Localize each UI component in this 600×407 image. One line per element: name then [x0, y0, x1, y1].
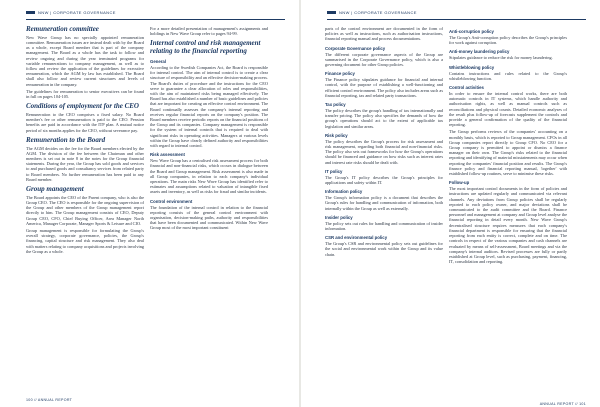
body-paragraph: Contains instructions and rules related to the Group's whistleblowing function. [449, 70, 567, 81]
right-column-2 [449, 26, 567, 393]
subsection-heading: Anti-corruption policy [449, 29, 494, 34]
section [150, 40, 268, 148]
body-paragraph: The Board appoints the CEO of the Parent company, who is also the Group CEO. The CEO is responsible for the ongoing supervision of the Group and other members of the Group management report directly to him. The Group management consists of CEO, Deputy Group CEO, CFO, Chief Buying Officer, Area Manager North America, Manager Corporate, Manager Sports & Leisure and CIO. [26, 194, 144, 226]
subsection-heading: Risk assessment [150, 152, 185, 158]
body-paragraph: The policy sets out rules for handling and communication of insider information. [325, 220, 443, 232]
section [325, 169, 443, 185]
body-paragraph: The Group's information policy is a document that describes the Group's rules for handling and communication of information, both internally within the Group as well as externally. [325, 195, 443, 211]
body-paragraph: The different corporate governance aspects of the Group are summarised in the Corporate Governance policy, which is also a governing document for other Group policies. [325, 51, 443, 68]
header-rule [26, 19, 285, 20]
footer-text: ANNUAL REPORT // 101 [539, 402, 586, 406]
section [26, 103, 144, 133]
section [449, 49, 567, 60]
section [325, 26, 443, 42]
body-paragraph: parts of the control environment are documented in the form of policies as well as instructions, such as authorisation instructions, financial reporting manual and process documentations. [325, 26, 443, 42]
body-paragraph: In order to ensure the internal control works, there are both automatic controls in IT systems, which handle authority and authorisation rights, as well as manual controls such as reconciliations and physical counts. Detailed economic analyses of the result plus follow-up of forecasts supplement the controls and provide a general confirmation of the quality of the financial reporting. [449, 91, 567, 128]
body-paragraph: The Group performs reviews of the companies' accounting on a monthly basis, which is reported to Group management. CFOs in all Group companies report directly to Group CFO. No CEO for a Group company is permitted to appoint or dismiss a finance manager on their own. The Group's risks related to the financial reporting and identifying of material misstatements may occur when reporting the companies' financial position and results. The Group's finance policy and financial reporting manual, 'together' with established follow-up routines, serve to minimise these risks. [449, 129, 567, 177]
body-paragraph: The policy describes the group's handling of tax internationally and transfer pricing. The policy also specifies the demands of how the group's operations should act to the extent of applicable tax legislation and similar areas. [325, 108, 443, 129]
subsection-heading: Anti-money laundering policy [449, 49, 510, 55]
body-paragraph: New Wave Group has no specially appointed remuneration committee. Remuneration issues are instead dealt with by the Board as a whole, except Board member that is part of the company management. The Board as a whole has the task to follow and review ongoing and during the year terminated programs for variable remunerations to company management, as well as to follow and review the application of the guidelines for executive remuneration, which the AGM by law has established. The Board shall also follow and review current structures and levels of remuneration in the company. [26, 34, 144, 87]
section-heading: Internal control and risk management relating to the financial reporting [150, 39, 261, 56]
header-text: NNW | CORPORATE GOVERNANCE [38, 10, 116, 15]
section [26, 26, 144, 99]
body-paragraph: Stipulates guidance to reduce the risk for money laundering. [449, 55, 553, 61]
section-heading: Group management [26, 185, 84, 194]
header-text: NNW | CORPORATE GOVERNANCE [339, 10, 417, 15]
section [150, 199, 268, 231]
body-paragraph: The AGM decides on the fee for the Board members elected by the AGM. The division of the fee between the Chairman and other members is set out in note 8 in the notes for the Group financial statements. During the year, the Group has sold goods and services to and purchased goods and consultancy services from related party to Board members. No further remuneration has been paid to any Board member. [26, 145, 144, 182]
subsection-heading: Risk policy [325, 132, 348, 138]
body-paragraph: The Group's CSR and environmental policy sets out guidelines for the social and environmental work within the Group and its value chain. [325, 241, 443, 257]
subsection-heading: Control environment [150, 198, 193, 204]
subsection-heading: Tax policy [325, 102, 346, 108]
subsection-heading: Whistleblowing policy [449, 64, 495, 70]
section [449, 85, 567, 176]
right-column-1 [325, 26, 443, 393]
right-page [301, 0, 600, 407]
body-paragraph: The Group's IT policy describes the Group's principles for applications and safety within IT. [325, 174, 443, 186]
section [325, 133, 443, 165]
section [325, 235, 443, 257]
section [26, 186, 144, 254]
body-paragraph: The foundation of the internal control in relation to the financial reporting consists of the general control environment with organisation, decision-making paths, authority and responsibilities that have been documented and communicated. Within New Wave Group most of the most important constituent [150, 204, 268, 231]
section [325, 46, 443, 68]
left-column-1 [26, 26, 144, 393]
section [449, 180, 567, 264]
header-rule [327, 19, 586, 20]
section [325, 189, 443, 211]
section [150, 26, 268, 36]
subsection-heading: Insider policy [325, 214, 353, 220]
header-mark [26, 11, 35, 14]
section-heading: Remuneration committee [26, 26, 99, 33]
section [449, 65, 567, 81]
left-page [0, 0, 299, 407]
subsection-heading: CSR and environmental policy [325, 235, 388, 241]
footer-text: 100 // ANNUAL REPORT [26, 398, 73, 402]
subsection-heading: Follow-up [449, 180, 470, 186]
section [150, 152, 268, 194]
body-paragraph: The Group's Anti-corruption policy describes the Group's principles for work against corruption. [449, 35, 567, 46]
body-paragraph: For a more detailed presentation of management's assignments and holdings in New Wave Group refer to pages 94-99. [150, 26, 268, 37]
subsection-heading: Finance policy [325, 71, 355, 77]
section [325, 71, 443, 98]
subsection-heading: Control activities [449, 85, 484, 91]
subsection-heading: IT policy [325, 168, 343, 174]
subsection-heading: Corporate Governance policy [325, 45, 386, 51]
subsection-heading: Information policy [325, 189, 363, 195]
body-paragraph: The guidelines for remuneration to senior executives can be found in full on pages 104-105. [26, 88, 144, 100]
body-paragraph: According to the Swedish Companies Act, the Board is responsible for internal control. The aim of internal control is to create a clear structure of responsibility and an effective decision-making process. The Board's duties of procedure and the instructions for the CEO serve to guarantee a clear allocation of roles and responsibilities, with the aim of maintained risks being managed effectively. The Board has also established a number of basic guidelines and policies that are important for creating an effective control environment. The Board continually assesses the company's internal reporting and receives regular financial reports on the company's position. The Board members receive periodic reports on the financial positions of the Group and its companies. Company management is responsible for the system of internal controls that is required to deal with significant risks in operating activities. Managers at various levels within the Group have clearly defined authority and responsibilities with regard to internal control. [150, 65, 268, 149]
section [325, 102, 443, 129]
section [325, 215, 443, 231]
section-heading: Conditions of employment for the CEO [26, 102, 139, 111]
body-paragraph: Group management is responsible for formulating the Group's overall strategy, corporate governance, policies, the Group's financing, capital structure and risk management. They also deal with matters relating to company acquisitions and projects involving the Group as a whole. [26, 228, 144, 254]
body-paragraph: The Finance policy stipulates guidance for financial and internal control, with the purpose of establishing a well-functioning and efficient control environment. The policy also includes areas such as financial reporting, tax and related party transactions. [325, 77, 443, 98]
body-paragraph: New Wave Group has a centralised risk assessment process for both financial and non-financial risks, which occurs in dialogue between the Board and Group management. Risk assessment is also made in all Group companies, in relation to each company's individual operations. The main risks New Wave Group has identified refer to estimates and assumptions related to valuation of intangible fixed assets and inventory, as well as risks for fraud and similar incidents. [150, 158, 268, 195]
section [26, 137, 144, 182]
page-footer [26, 398, 285, 402]
body-paragraph: Remuneration to the CEO comprises a fixed salary. No Board member's fee or other remuneration is paid to the CEO. Pension benefits are paid in accordance with the ITP plan. A mutual notice period of six months applies for the CEO, without severance pay. [26, 112, 144, 133]
page-header [327, 10, 586, 20]
subsection-heading: General [150, 59, 167, 64]
section [449, 29, 567, 45]
header-mark [327, 11, 336, 14]
page-header [26, 10, 285, 20]
body-paragraph: The policy describes the Group's process for risk assessment and risk management, regarding both financial and non-financial risks. The policy also sets out frameworks for how the Group's operations should be financed and guidance on how risks such as interest rates and interest rate risks should be dealt with. [325, 138, 443, 165]
section-heading: Remuneration to the Board [26, 135, 106, 144]
body-paragraph: The most important control documents in the form of policies and instructions are updated regularly and communicated via relevant channels. Any deviations from Group policies shall be regularly reported to each policy owner, and major deviations shall be communicated to the audit committee and the Board. Finance personnel and management at company and Group level analyse the financial reporting in detail every month. New Wave Group's decentralised structure requires measures that each company's financial department is responsible for ensuring that the financial reporting from each entity is correct, complete and on time. The controls in respect of the various companies and cash channels are evaluated by means of self-assessment, Board meetings and via the company's internal auditors. Revised processes are fully or partly established at Group level, such as purchasing, payment, financing, IT, consolidation and reporting. [449, 186, 567, 265]
left-column-2 [150, 26, 268, 393]
